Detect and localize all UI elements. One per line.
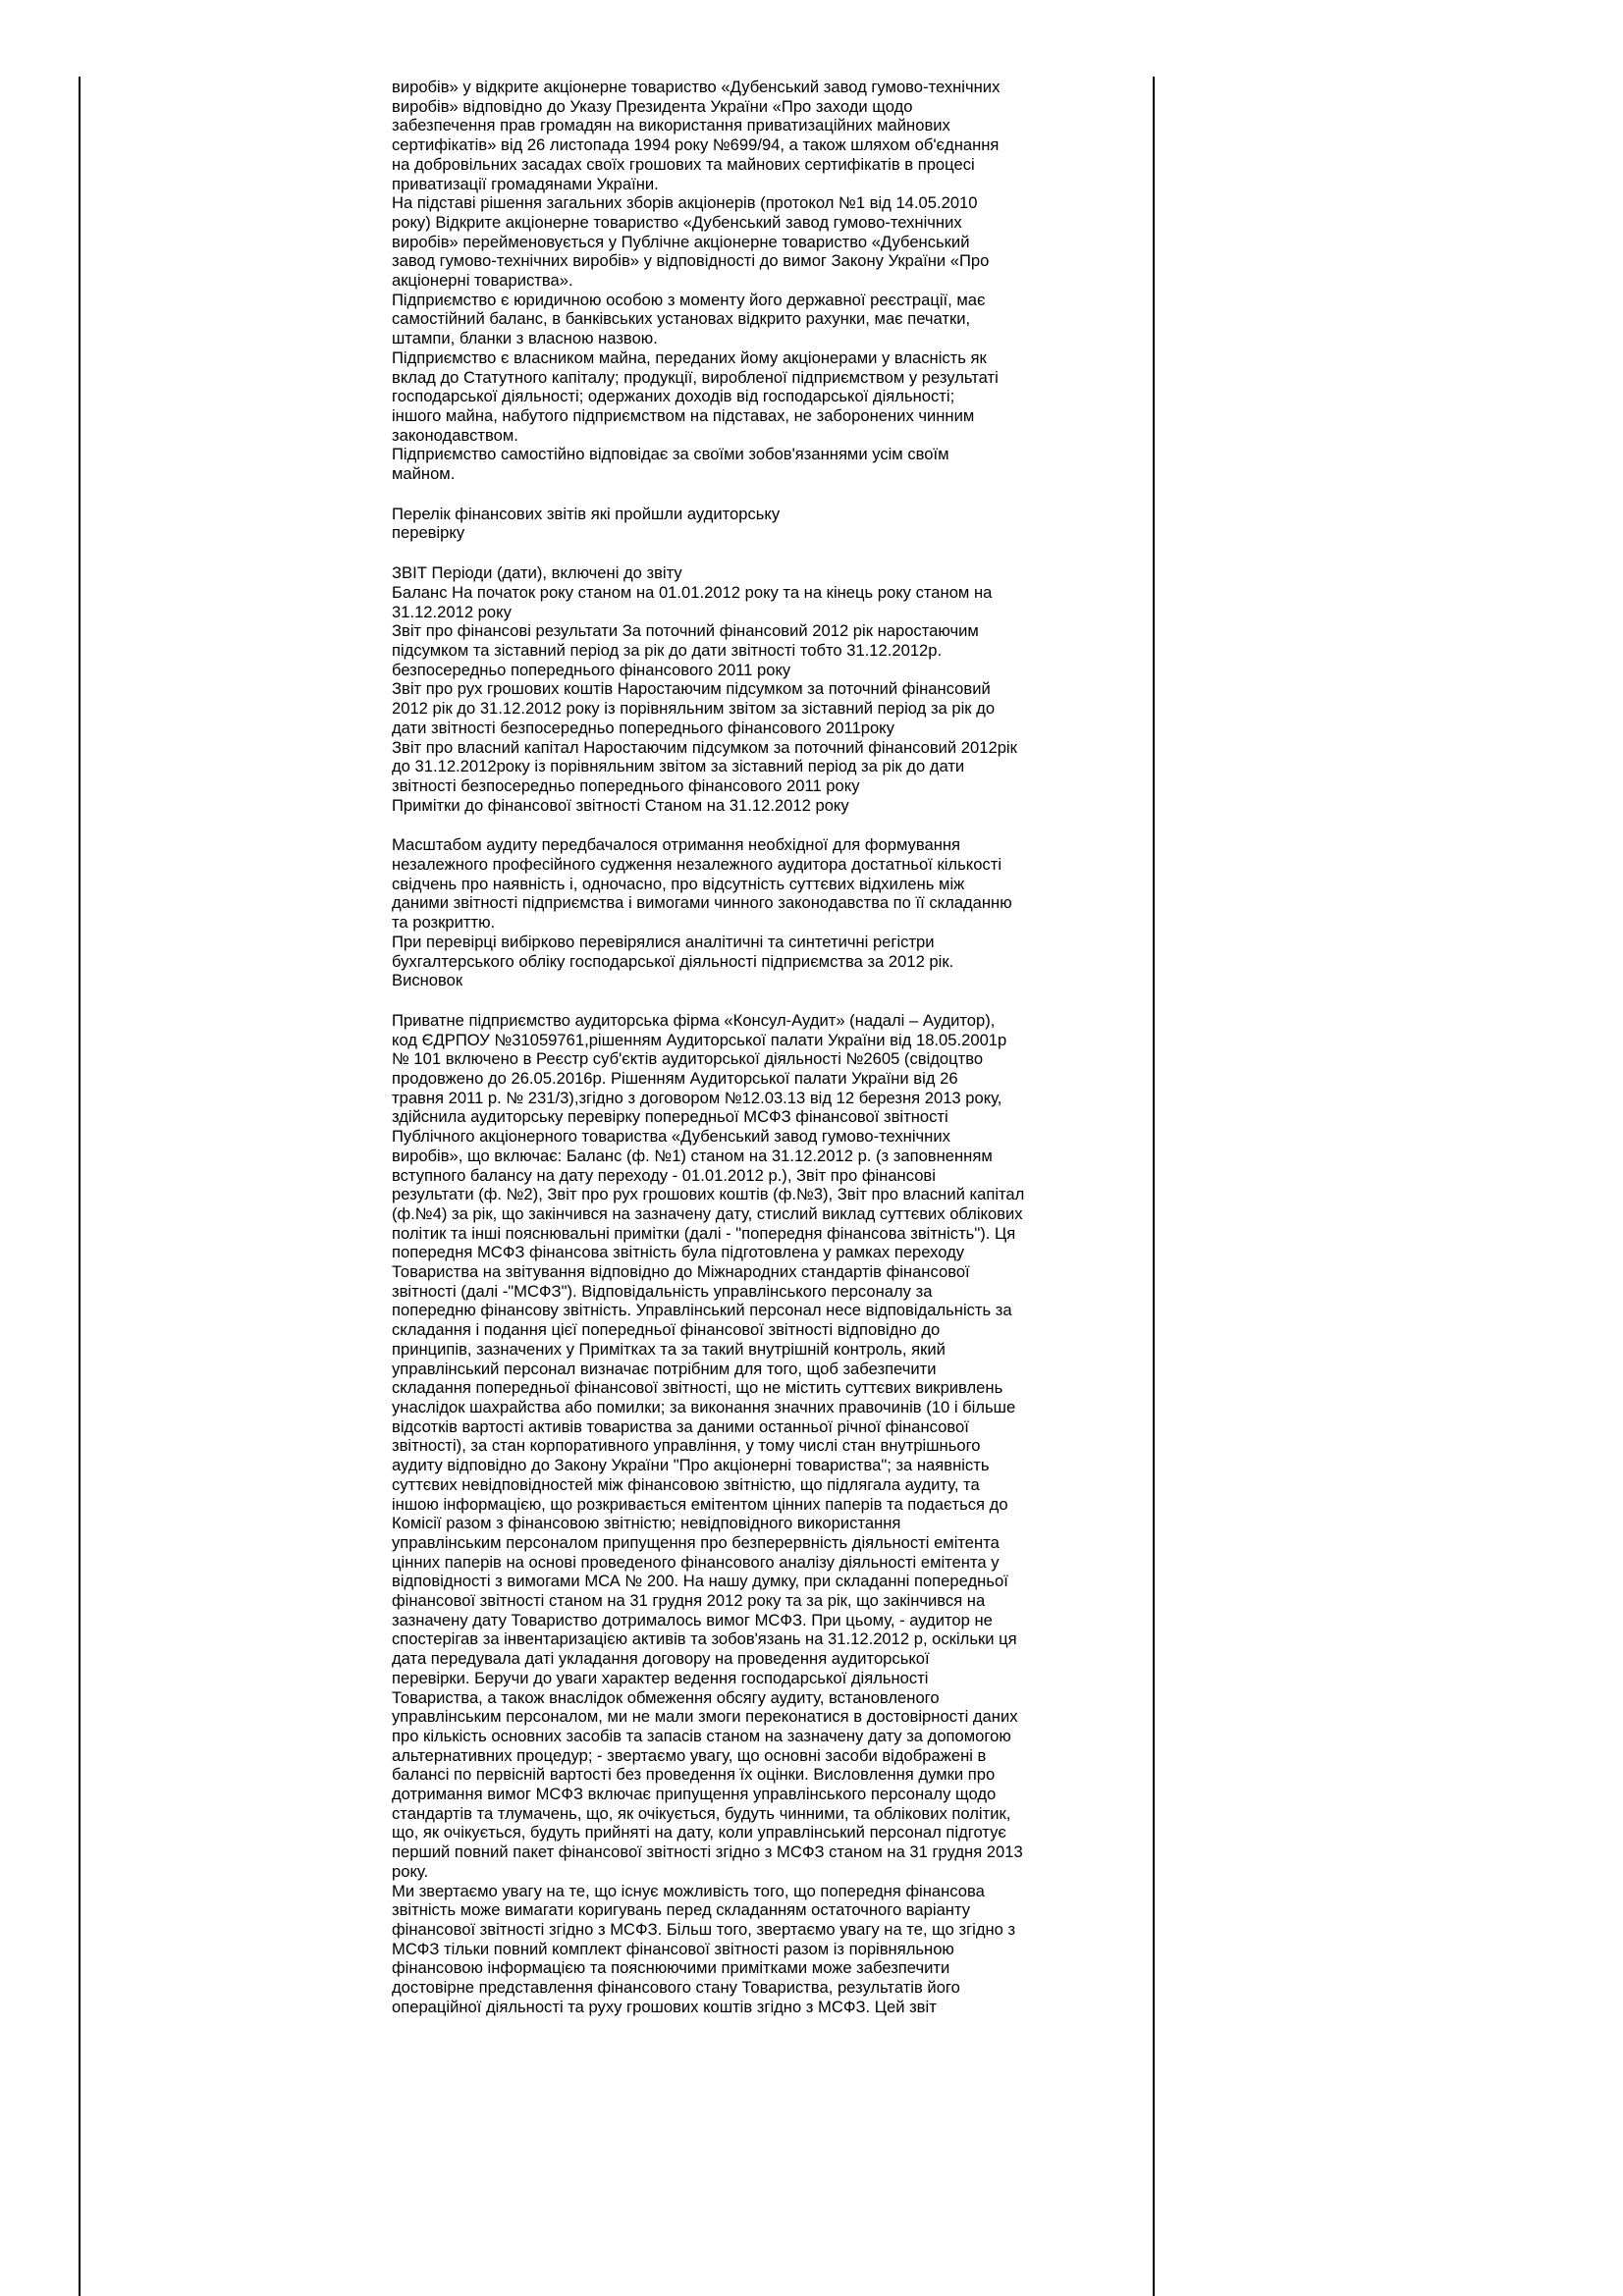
text-line: відсотків вартості активів товариства за даними останньої річної фінансової: [392, 1416, 969, 1436]
text-line: Перелік фінансових звітів які пройшли аудиторську: [392, 504, 781, 523]
text-line: майном.: [392, 464, 456, 484]
text-line: акціонерні товариства».: [392, 271, 573, 291]
text-line: виробів», що включає: Баланс (ф. №1) станом на 31.12.2012 р. (з заповненням: [392, 1146, 993, 1165]
text-line: Звіт про власний капітал Наростаючим підсумком за поточний фінансовий 2012рік: [392, 737, 1017, 757]
text-line: сертифікатів» від 26 листопада 1994 року №699/94, а також шляхом об'єднання: [392, 135, 1000, 155]
text-line: 31.12.2012 року: [392, 602, 512, 621]
text-line: звітності (далі -"МСФЗ"). Відповідальність управлінського персоналу за: [392, 1281, 933, 1301]
text-line: цінних паперів на основі проведеного фінансового аналізу діяльності емітента у: [392, 1552, 1000, 1572]
text-line: завод гумово-технічних виробів» у відповідності до вимог Закону України «Про: [392, 251, 990, 271]
text-line: та розкриттю.: [392, 913, 496, 933]
text-line: Підприємство є юридичною особою з моменту його державної реєстрації, має: [392, 290, 986, 309]
text-line: звітності безпосередньо попереднього фінансового 2011 року: [392, 775, 860, 795]
text-line: управлінським персоналом, ми не мали змоги переконатися в достовірності даних: [392, 1707, 1018, 1727]
text-line: звітність може вимагати коригувань перед складанням остаточного варіанту: [392, 1900, 971, 1920]
text-line: Масштабом аудиту передбачалося отримання необхідної для формування: [392, 835, 961, 855]
right-margin-rule: [1153, 77, 1155, 2296]
text-line: до 31.12.2012року із порівняльним звітом за зіставний період за рік до дати: [392, 757, 965, 776]
text-line: фінансової звітності згідно з МСФЗ. Більш того, звертаємо увагу на те, що згідно з: [392, 1919, 1016, 1939]
text-line: перевірки. Беручи до уваги характер ведення господарської діяльності: [392, 1668, 929, 1687]
text-line: бухгалтерського обліку господарської діяльності підприємства за 2012 рік.: [392, 951, 954, 971]
text-line: управлінський персонал визначає потрібним для того, щоб забезпечити: [392, 1359, 937, 1378]
text-line: іншою інформацією, що розкривається емітентом цінних паперів та подається до: [392, 1494, 1008, 1514]
text-line: виробів» відповідно до Указу Президента України «Про заходи щодо: [392, 96, 913, 116]
text-block: [392, 835, 1146, 990]
text-line: свідчень про наявність і, одночасно, про відсутність суттєвих відхилень між: [392, 874, 965, 893]
text-line: приватизації громадянами України.: [392, 174, 659, 193]
text-line: року) Відкрите акціонерне товариство «Дубенський завод гумово-технічних: [392, 212, 962, 232]
text-line: незалежного професійного судження незалежного аудитора достатньої кількості: [392, 855, 1002, 875]
text-line: принципів, зазначених у Примітках та за такий внутрішній контроль, який: [392, 1339, 946, 1359]
text-line: Публічного акціонерного товариства «Дубенський завод гумово-технічних: [392, 1127, 950, 1147]
text-block: [392, 505, 1146, 543]
text-line: продовжено до 26.05.2016р. Рішенням Аудиторської палати України від 26: [392, 1069, 958, 1089]
text-line: управлінським персоналом припущення про безперервність діяльності емітента: [392, 1532, 1000, 1552]
text-line: операційної діяльності та руху грошових коштів згідно з МСФЗ. Цей звіт: [392, 1997, 937, 2016]
text-line: відповідності з вимогами МСА № 200. На нашу думку, при складанні попередньої: [392, 1572, 1008, 1591]
text-line: на добровільних засадах своїх грошових та майнових сертифікатів в процесі: [392, 154, 975, 174]
text-line: підсумком та зіставний період за рік до дати звітності тобто 31.12.2012р.: [392, 640, 943, 660]
text-line: дата передувала даті укладання договору на проведення аудиторської: [392, 1649, 930, 1669]
paragraph-gap: [392, 543, 1146, 563]
text-line: вклад до Статутного капіталу; продукції, виробленої підприємством у результаті: [392, 367, 999, 387]
text-line: що, як очікується, будуть прийняті на дату, коли управлінський персонал підготує: [392, 1823, 1006, 1842]
text-line: Приватне підприємство аудиторська фірма «Консул-Аудит» (надалі – Аудитор),: [392, 1010, 996, 1030]
document-body: [392, 78, 1146, 2017]
text-line: унаслідок шахрайства або помилки; за виконання значних правочинів (10 і більше: [392, 1398, 1016, 1416]
text-line: виробів» у відкрите акціонерне товариство «Дубенський завод гумово-технічних: [392, 78, 1001, 96]
text-line: дати звітності безпосередньо попереднього фінансового 2011року: [392, 718, 894, 737]
text-line: попередню фінансову звітність. Управлінський персонал несе відповідальність за: [392, 1301, 1012, 1320]
left-margin-rule: [79, 77, 81, 2296]
text-line: року.: [392, 1861, 429, 1881]
text-line: вступного балансу на дату переходу - 01.01.2012 р.), Звіт про фінансові: [392, 1165, 936, 1185]
text-line: стандартів та тлумачень, що, як очікується, будуть чинними, та облікових політик,: [392, 1803, 1011, 1823]
text-block: [392, 1011, 1146, 2017]
text-line: фінансовою інформацією та пояснюючими примітками може забезпечити: [392, 1958, 950, 1978]
text-line: Звіт про рух грошових коштів Наростаючим підсумком за поточний фінансовий: [392, 679, 991, 699]
text-line: альтернативних процедур; - звертаємо увагу, що основні засоби відображені в: [392, 1745, 987, 1765]
text-line: зазначену дату Товариство дотрималось вимог МСФЗ. При цьому, - аудитор не: [392, 1610, 993, 1629]
text-line: травня 2011 р. № 231/3),згідно з договором №12.03.13 від 12 березня 2013 року,: [392, 1088, 1002, 1107]
text-line: При перевірці вибірково перевірялися аналітичні та синтетичні регістри: [392, 932, 935, 951]
text-block: [392, 563, 1146, 815]
text-line: безпосередньо попереднього фінансового 2011 року: [392, 660, 791, 679]
text-line: дотримання вимог МСФЗ включає припущення управлінського персоналу щодо: [392, 1785, 997, 1804]
text-line: балансі по первісній вартості без проведення їх оцінки. Висловлення думки про: [392, 1765, 996, 1785]
text-line: попередня МСФЗ фінансова звітність була підготовлена у рамках переходу: [392, 1243, 965, 1262]
text-line: політик та інші пояснювальні примітки (далі - "попередня фінансова звітність"). Ця: [392, 1223, 1016, 1243]
text-line: достовірне представлення фінансового стану Товариства, результатів його: [392, 1978, 960, 1998]
text-line: 2012 рік до 31.12.2012 року із порівняльним звітом за зіставний період за рік до: [392, 699, 996, 719]
paragraph-gap: [392, 484, 1146, 505]
paragraph-gap: [392, 815, 1146, 835]
text-line: На підставі рішення загальних зборів акціонерів (протокол №1 від 14.05.2010: [392, 193, 978, 213]
text-line: (ф.№4) за рік, що закінчився на зазначену дату, стислий виклад суттєвих облікових: [392, 1203, 1023, 1223]
text-line: самостійний баланс, в банківських установах відкрито рахунки, має печатки,: [392, 309, 971, 329]
text-line: здійснила аудиторську перевірку попередньої МСФЗ фінансової звітності: [392, 1107, 948, 1127]
paragraph-gap: [392, 990, 1146, 1011]
text-line: штампи, бланки з власною назвою.: [392, 329, 658, 348]
text-line: забезпечення прав громадян на використання приватизаційних майнових: [392, 116, 950, 135]
text-line: Товариства, а також внаслідок обмеження обсягу аудиту, встановленого: [392, 1687, 940, 1707]
text-line: ЗВІТ Періоди (дати), включені до звіту: [392, 563, 682, 583]
text-line: звітності), за стан корпоративного управління, у тому числі стан внутрішнього: [392, 1436, 981, 1456]
text-line: Примітки до фінансової звітності Станом на 31.12.2012 року: [392, 795, 849, 815]
text-line: спостерігав за інвентаризацією активів та зобов'язань на 31.12.2012 р, оскільки ця: [392, 1629, 1017, 1649]
text-line: законодавством.: [392, 425, 518, 445]
text-line: складання і подання цієї попередньої фінансової звітності відповідно до: [392, 1320, 941, 1340]
text-line: про кількість основних засобів та запасів станом на зазначену дату за допомогою: [392, 1726, 1011, 1745]
text-line: суттєвих невідповідностей між фінансовою звітністю, що підлягала аудиту, та: [392, 1474, 980, 1494]
text-line: Баланс На початок року станом на 01.01.2012 року та на кінець року станом на: [392, 582, 993, 602]
text-line: Звіт про фінансові результати За поточний фінансовий 2012 рік наростаючим: [392, 621, 979, 641]
text-line: Комісії разом з фінансовою звітністю; невідповідного використання: [392, 1514, 901, 1533]
text-line: господарської діяльності; одержаних доходів від господарської діяльності;: [392, 387, 955, 406]
text-block: [392, 78, 1146, 484]
text-line: результати (ф. №2), Звіт про рух грошових коштів (ф.№3), Звіт про власний капітал: [392, 1185, 1025, 1204]
text-line: фінансової звітності станом на 31 грудня 2012 року та за рік, що закінчився на: [392, 1591, 986, 1611]
text-line: МСФЗ тільки повний комплект фінансової звітності разом із порівняльною: [392, 1939, 954, 1958]
text-line: № 101 включено в Реєстр суб'єктів аудиторської діяльності №2605 (свідоцтво: [392, 1049, 984, 1069]
text-line: виробів» перейменовується у Публічне акціонерне товариство «Дубенський: [392, 232, 970, 251]
text-line: Підприємство самостійно відповідає за своїми зобов'язаннями усім своїм: [392, 445, 949, 464]
text-line: Висновок: [392, 971, 463, 990]
text-line: перший повний пакет фінансової звітності згідно з МСФЗ станом на 31 грудня 2013: [392, 1842, 1023, 1862]
text-line: код ЄДРПОУ №31059761,рішенням Аудиторської палати України від 18.05.2001р: [392, 1030, 1007, 1049]
text-line: даними звітності підприємства і вимогами чинного законодавства по її складанню: [392, 893, 1012, 913]
text-line: аудиту відповідно до Закону України "Про акціонерні товариства"; за наявність: [392, 1456, 990, 1475]
text-line: складання попередньої фінансової звітності, що не містить суттєвих викривлень: [392, 1378, 1003, 1398]
text-line: Підприємство є власником майна, переданих йому акціонерами у власність як: [392, 347, 987, 367]
text-line: Ми звертаємо увагу на те, що існує можливість того, що попередня фінансова: [392, 1881, 985, 1900]
text-line: перевірку: [392, 523, 465, 543]
text-line: іншого майна, набутого підприємством на підставах, не заборонених чинним: [392, 405, 975, 425]
text-line: Товариства на звітування відповідно до Міжнародних стандартів фінансової: [392, 1262, 970, 1282]
